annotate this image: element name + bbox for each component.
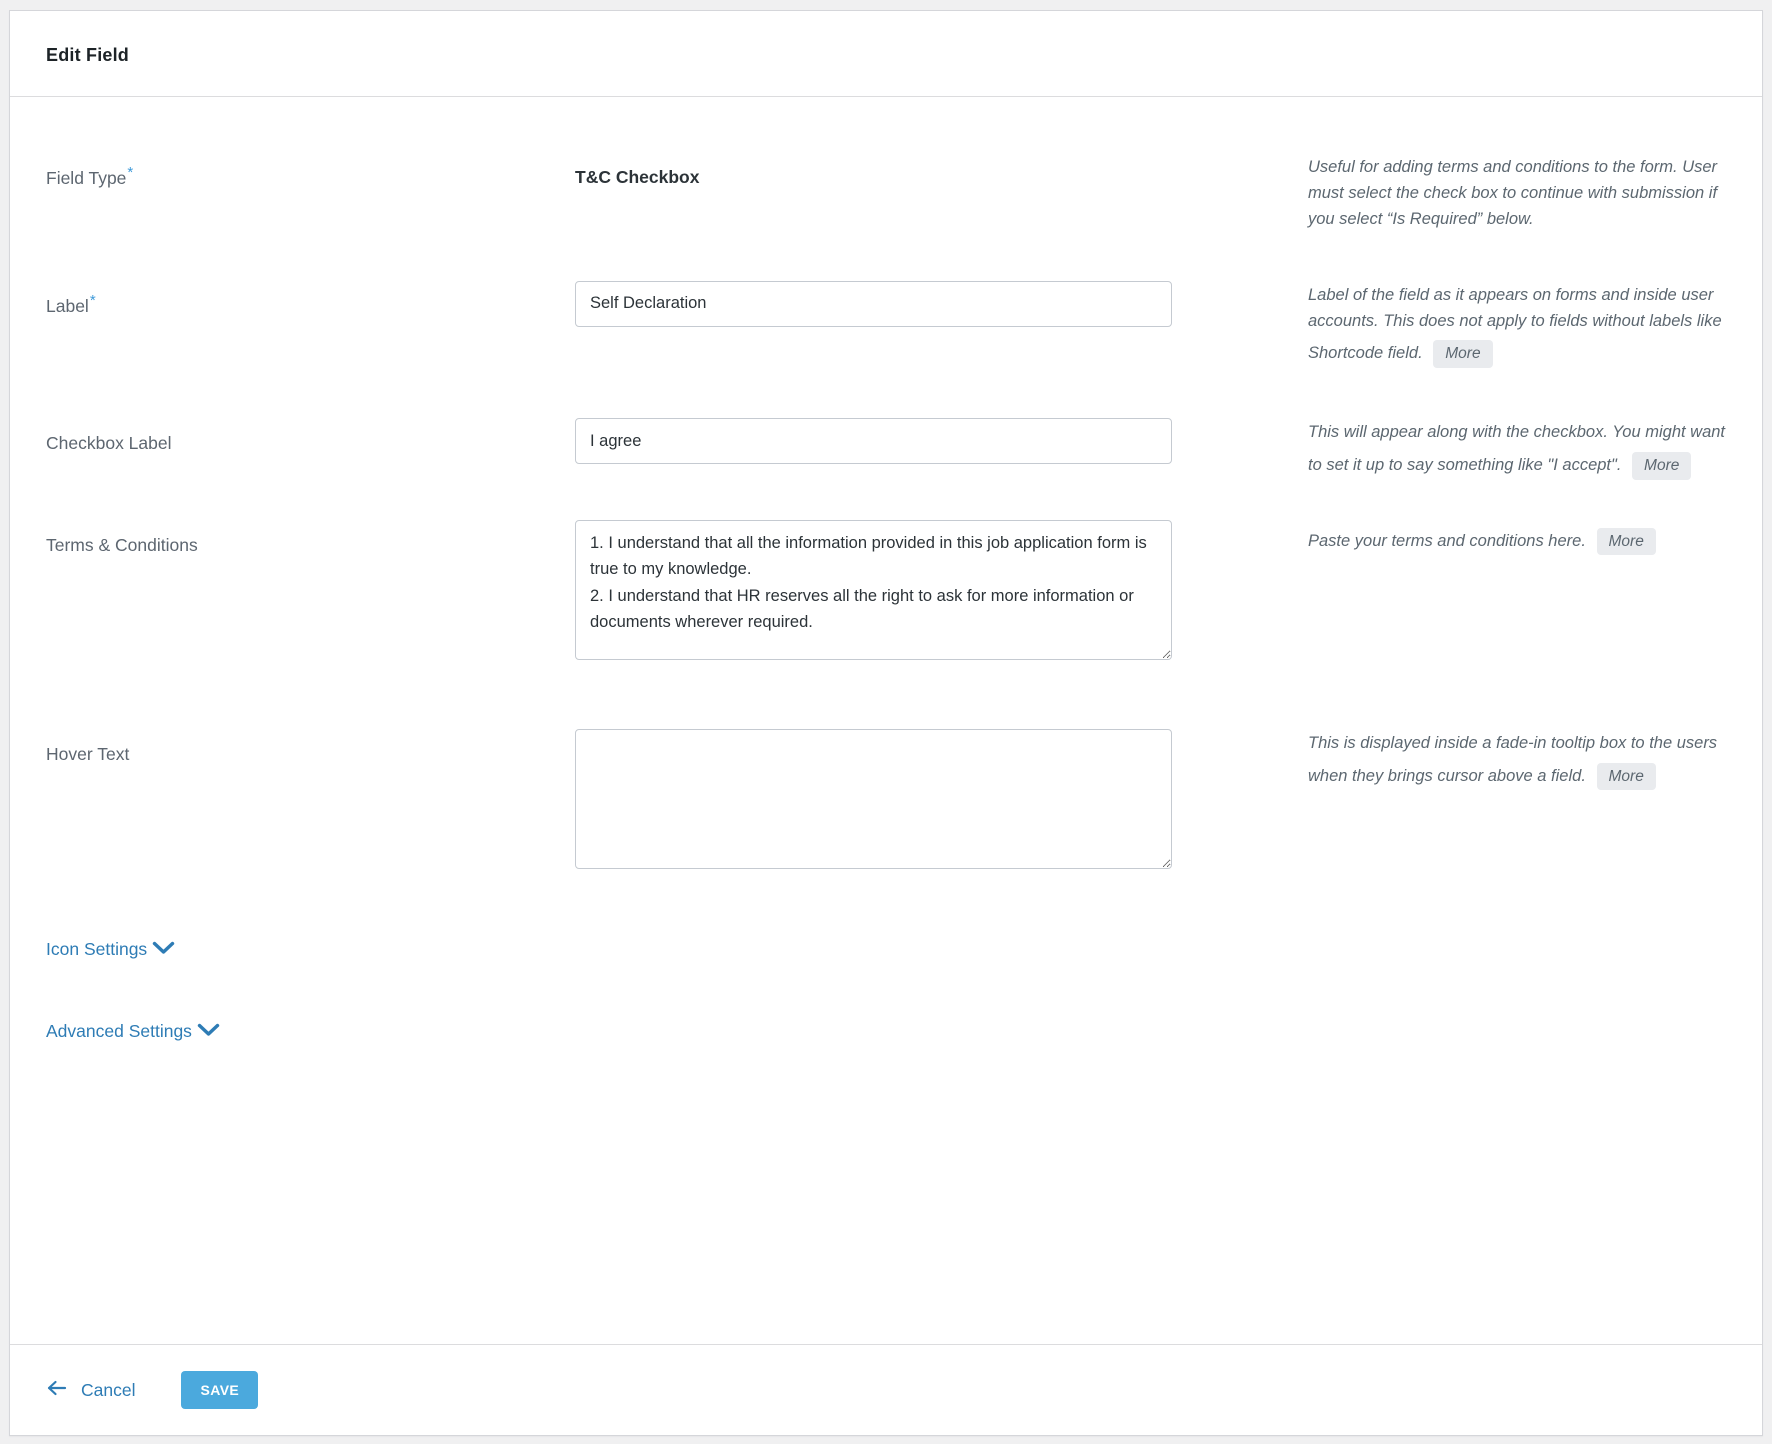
checkbox-label-field-label-text: Checkbox Label (46, 433, 172, 454)
panel-body (10, 97, 1762, 1344)
more-badge[interactable]: More (1632, 452, 1691, 480)
hover-text-label-text: Hover Text (46, 743, 130, 764)
save-button[interactable]: SAVE (181, 1371, 258, 1409)
required-asterisk: * (127, 164, 134, 182)
chevron-down-icon (197, 1021, 220, 1042)
help-text: This will appear along with the checkbox. You might want to set it up to say something like "I accept". (1308, 423, 1726, 475)
panel-footer (10, 1344, 1762, 1435)
field-type-label (46, 153, 575, 190)
label-field-label (46, 281, 575, 318)
field-row-hover-text (46, 729, 1732, 874)
hover-textarea-wrap (575, 729, 1172, 874)
panel-title: Edit Field (46, 45, 129, 65)
help-text: Paste your terms and conditions here. (1308, 531, 1586, 550)
field-row-label (46, 281, 1732, 368)
help-text: Label of the field as it appears on forms and inside user accounts. This does not apply to fields without labels like Shortcode field. (1308, 285, 1722, 363)
field-row-checkbox-label (46, 418, 1732, 480)
chevron-down-icon (152, 939, 175, 960)
edit-field-panel (9, 10, 1763, 1436)
field-type-value: T&C Checkbox (575, 167, 700, 187)
more-badge[interactable]: More (1597, 763, 1656, 791)
label-input-wrap (575, 281, 1172, 327)
hover-text-label (46, 729, 575, 766)
hover-text-help-text (1172, 729, 1732, 791)
field-type-help-text (1172, 153, 1732, 233)
more-badge[interactable]: More (1433, 340, 1492, 368)
required-asterisk: * (89, 291, 96, 309)
label-input[interactable] (575, 281, 1172, 327)
checkbox-label-input[interactable] (575, 418, 1172, 464)
terms-textarea-wrap (575, 520, 1172, 665)
terms-conditions-label (46, 520, 575, 557)
checkbox-label-field-label (46, 418, 575, 455)
icon-settings-toggle[interactable] (46, 936, 1732, 960)
advanced-settings-label: Advanced Settings (46, 1020, 192, 1041)
terms-conditions-textarea[interactable] (575, 520, 1172, 660)
advanced-settings-toggle[interactable] (46, 1018, 1732, 1042)
label-field-label-text: Label (46, 295, 89, 316)
help-text: Useful for adding terms and conditions to the form. User must select the check box to continue with submission if you select “Is Required” below. (1308, 158, 1718, 228)
icon-settings-label: Icon Settings (46, 938, 148, 959)
field-row-field-type (46, 153, 1732, 233)
cancel-label: Cancel (81, 1379, 136, 1400)
terms-conditions-help-text (1172, 520, 1732, 556)
back-arrow-icon (46, 1380, 67, 1401)
checkbox-label-input-wrap (575, 418, 1172, 464)
field-type-label-text: Field Type (46, 168, 127, 188)
cancel-button[interactable] (46, 1380, 135, 1401)
checkbox-label-help-text (1172, 418, 1732, 480)
terms-conditions-label-text: Terms & Conditions (46, 534, 198, 555)
more-badge[interactable]: More (1597, 528, 1656, 556)
help-text: This is displayed inside a fade-in tooltip box to the users when they brings cursor above a field. (1308, 733, 1718, 785)
label-help-text (1172, 281, 1732, 368)
panel-header (10, 11, 1762, 97)
hover-text-textarea[interactable] (575, 729, 1172, 869)
field-row-terms-conditions (46, 520, 1732, 665)
